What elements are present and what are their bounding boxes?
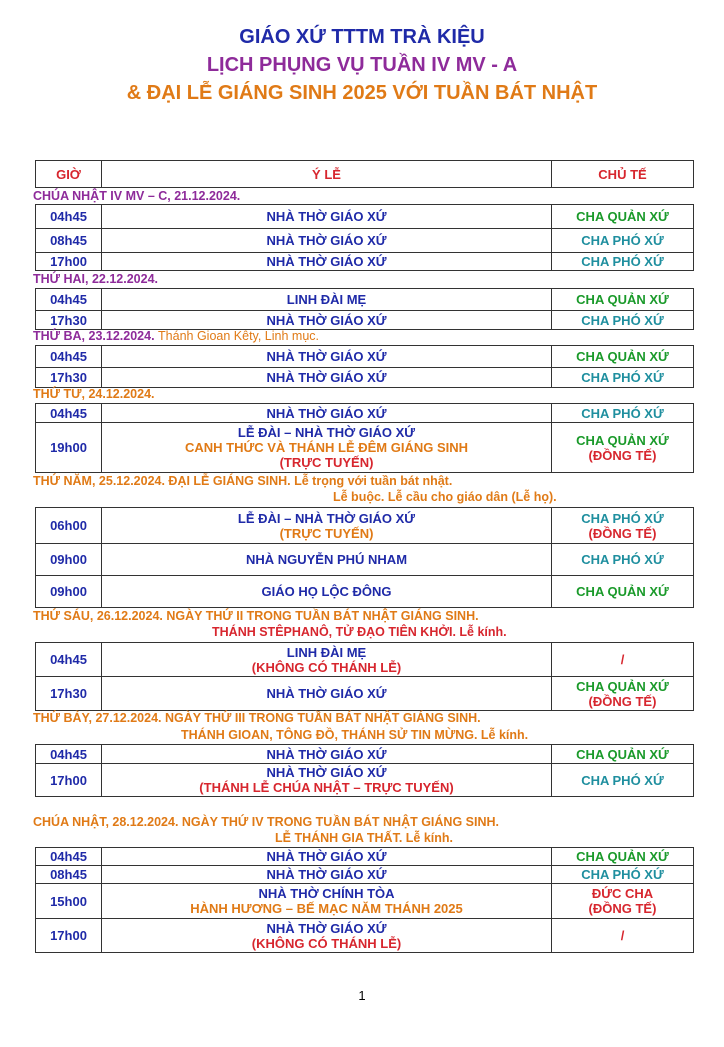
- celebrant-line: CHA QUẢN XỨ: [576, 678, 669, 694]
- place-line: NHÀ THỜ GIÁO XỨ: [266, 920, 387, 936]
- place-line: LINH ĐÀI MẸ: [286, 644, 367, 660]
- place-line: CANH THỨC VÀ THÁNH LỄ ĐÊM GIÁNG SINH: [184, 440, 469, 455]
- time-cell: 04h45: [36, 346, 102, 368]
- christmas-title: & ĐẠI LỄ GIÁNG SINH 2025 VỚI TUẦN BÁT NHẬT: [126, 82, 598, 104]
- parish-title: GIÁO XỨ TTTM TRÀ KIỆU: [239, 26, 485, 48]
- celebrant-cell: [552, 884, 694, 919]
- celebrant-cell: CHA PHÓ XỨ: [552, 311, 694, 330]
- place-cell: GIÁO HỌ LỘC ĐÔNG: [102, 576, 552, 608]
- place-line: (TRỰC TUYẾN): [279, 525, 374, 541]
- day-title-note: Thánh Gioan Kêty, Linh mục.: [158, 329, 319, 343]
- table-row: [36, 253, 694, 271]
- table-row: [36, 368, 694, 388]
- table-row: [36, 229, 694, 253]
- time-cell: 08h45: [36, 866, 102, 884]
- day-table: [35, 642, 693, 711]
- place-cell: [102, 508, 552, 544]
- page-number: 1: [358, 988, 366, 1003]
- time-cell: 15h00: [36, 884, 102, 919]
- table-row: [36, 404, 694, 423]
- table-row: [36, 866, 694, 884]
- place-line: (THÁNH LỄ CHÚA NHẬT – TRỰC TUYẾN): [199, 780, 454, 795]
- celebrant-cell: CHA QUẢN XỨ: [552, 848, 694, 866]
- place-cell: [102, 643, 552, 677]
- table-row: [36, 764, 694, 797]
- place-line: (KHÔNG CÓ THÁNH LỄ): [251, 935, 402, 951]
- day-table: [35, 507, 693, 608]
- place-line: NHÀ THỜ GIÁO XỨ: [266, 765, 387, 780]
- table-row: [36, 745, 694, 764]
- place-cell: NHÀ NGUYỄN PHÚ NHAM: [102, 544, 552, 576]
- place-line: (TRỰC TUYẾN): [279, 455, 374, 470]
- day-table: [35, 403, 693, 473]
- table-row: [36, 677, 694, 711]
- celebrant-cell: CHA QUẢN XỨ: [552, 289, 694, 311]
- time-cell: 04h45: [36, 205, 102, 229]
- header-time: GIỜ: [36, 161, 102, 188]
- time-cell: 08h45: [36, 229, 102, 253]
- day-title-line2: THÁNH GIOAN, TÔNG ĐỒ, THÁNH SỬ TIN MỪNG. Lễ kính.: [181, 728, 529, 742]
- place-cell: [102, 884, 552, 919]
- time-cell: 09h00: [36, 576, 102, 608]
- celebrant-cell: [552, 677, 694, 711]
- place-cell: [102, 764, 552, 797]
- day-table: [35, 744, 693, 797]
- day-title: [33, 329, 319, 344]
- celebrant-cell: CHA PHÓ XỨ: [552, 544, 694, 576]
- celebrant-cell: CHA QUẢN XỨ: [552, 576, 694, 608]
- place-cell: NHÀ THỜ GIÁO XỨ: [102, 866, 552, 884]
- place-cell: [102, 919, 552, 953]
- place-line: LỄ ĐÀI – NHÀ THỜ GIÁO XỨ: [237, 510, 416, 526]
- place-cell: NHÀ THỜ GIÁO XỨ: [102, 311, 552, 330]
- celebrant-line: CHA PHÓ XỨ: [581, 510, 664, 526]
- day-title: THỨ NĂM, 25.12.2024. ĐẠI LỄ GIÁNG SINH. Lễ trọng với tuần bát nhật.: [33, 474, 453, 488]
- day-title-line2: LỄ THÁNH GIA THẤT. Lễ kính.: [275, 831, 454, 845]
- place-cell: NHÀ THỜ GIÁO XỨ: [102, 205, 552, 229]
- celebrant-line: (ĐỒNG TẾ): [588, 447, 657, 463]
- time-cell: 17h00: [36, 253, 102, 271]
- day-title-line2: THÁNH STÊPHANÔ, TỬ ĐẠO TIÊN KHỞI. Lễ kính.: [212, 625, 507, 639]
- time-cell: 04h45: [36, 848, 102, 866]
- table-row: [36, 205, 694, 229]
- table-row: [36, 346, 694, 368]
- place-cell: NHÀ THỜ GIÁO XỨ: [102, 368, 552, 388]
- celebrant-cell: /: [552, 643, 694, 677]
- celebrant-line: CHA QUẢN XỨ: [576, 432, 669, 448]
- table-row: [36, 423, 694, 473]
- table-row: [36, 576, 694, 608]
- celebrant-cell: CHA PHÓ XỨ: [552, 764, 694, 797]
- place-cell: [102, 423, 552, 473]
- time-cell: 17h30: [36, 368, 102, 388]
- time-cell: 04h45: [36, 289, 102, 311]
- day-title: CHÚA NHẬT, 28.12.2024. NGÀY THỨ IV TRONG TUẦN BÁT NHẬT GIÁNG SINH.: [33, 815, 499, 829]
- table-row: [36, 508, 694, 544]
- celebrant-cell: CHA PHÓ XỨ: [552, 229, 694, 253]
- day-title-main: THỨ BA, 23.12.2024.: [33, 329, 155, 343]
- place-line: LỄ ĐÀI – NHÀ THỜ GIÁO XỨ: [237, 425, 416, 440]
- table-row: [36, 289, 694, 311]
- header: [0, 23, 724, 107]
- place-line: (KHÔNG CÓ THÁNH LỄ): [251, 659, 402, 675]
- day-title-line2: Lễ buộc. Lễ cầu cho giáo dân (Lễ họ).: [333, 490, 557, 504]
- celebrant-cell: /: [552, 919, 694, 953]
- time-cell: 09h00: [36, 544, 102, 576]
- celebrant-cell: CHA PHÓ XỨ: [552, 368, 694, 388]
- place-cell: LINH ĐÀI MẸ: [102, 289, 552, 311]
- day-table: [35, 204, 693, 271]
- place-cell: NHÀ THỜ GIÁO XỨ: [102, 745, 552, 764]
- column-header: [35, 160, 693, 188]
- place-cell: NHÀ THỜ GIÁO XỨ: [102, 848, 552, 866]
- place-line: HÀNH HƯƠNG – BẾ MẠC NĂM THÁNH 2025: [190, 901, 463, 916]
- time-cell: 04h45: [36, 643, 102, 677]
- time-cell: 17h00: [36, 764, 102, 797]
- place-cell: NHÀ THỜ GIÁO XỨ: [102, 346, 552, 368]
- celebrant-cell: CHA QUẢN XỨ: [552, 205, 694, 229]
- day-title: THỨ BẢY, 27.12.2024. NGÀY THỨ III TRONG TUẦN BÁT NHẬT GIÁNG SINH.: [33, 711, 481, 725]
- celebrant-line: ĐỨC CHA: [591, 886, 654, 901]
- table-row: [36, 643, 694, 677]
- table-row: [36, 919, 694, 953]
- place-cell: NHÀ THỜ GIÁO XỨ: [102, 253, 552, 271]
- time-cell: 17h00: [36, 919, 102, 953]
- time-cell: 19h00: [36, 423, 102, 473]
- celebrant-cell: CHA PHÓ XỨ: [552, 404, 694, 423]
- celebrant-line: (ĐỒNG TẾ): [588, 525, 657, 541]
- day-table: [35, 847, 693, 953]
- celebrant-line: (ĐỒNG TẾ): [588, 901, 657, 916]
- time-cell: 17h30: [36, 311, 102, 330]
- place-cell: NHÀ THỜ GIÁO XỨ: [102, 404, 552, 423]
- celebrant-line: (ĐỒNG TẾ): [588, 693, 657, 709]
- table-row: [36, 848, 694, 866]
- place-cell: NHÀ THỜ GIÁO XỨ: [102, 229, 552, 253]
- celebrant-cell: CHA QUẢN XỨ: [552, 346, 694, 368]
- day-table: [35, 288, 693, 330]
- table-row: [36, 311, 694, 330]
- day-title: THỨ TƯ, 24.12.2024.: [33, 387, 155, 401]
- day-title: THỨ HAI, 22.12.2024.: [33, 272, 159, 286]
- time-cell: 17h30: [36, 677, 102, 711]
- schedule-title: LỊCH PHỤNG VỤ TUẦN IV MV - A: [206, 54, 518, 76]
- place-cell: NHÀ THỜ GIÁO XỨ: [102, 677, 552, 711]
- place-line: NHÀ THỜ CHÍNH TÒA: [258, 886, 395, 901]
- header-celebrant: CHỦ TẾ: [552, 161, 694, 188]
- time-cell: 04h45: [36, 404, 102, 423]
- day-title: THỨ SÁU, 26.12.2024. NGÀY THỨ II TRONG TUẦN BÁT NHẬT GIÁNG SINH.: [33, 609, 479, 623]
- header-intention: Ý LỄ: [102, 161, 552, 188]
- celebrant-cell: [552, 423, 694, 473]
- table-row: [36, 884, 694, 919]
- celebrant-cell: [552, 508, 694, 544]
- celebrant-cell: CHA PHÓ XỨ: [552, 253, 694, 271]
- day-title: CHÚA NHẬT IV MV – C, 21.12.2024.: [33, 189, 241, 203]
- table-row: [36, 544, 694, 576]
- day-table: [35, 345, 693, 388]
- celebrant-cell: CHA QUẢN XỨ: [552, 745, 694, 764]
- celebrant-cell: CHA PHÓ XỨ: [552, 866, 694, 884]
- time-cell: 06h00: [36, 508, 102, 544]
- time-cell: 04h45: [36, 745, 102, 764]
